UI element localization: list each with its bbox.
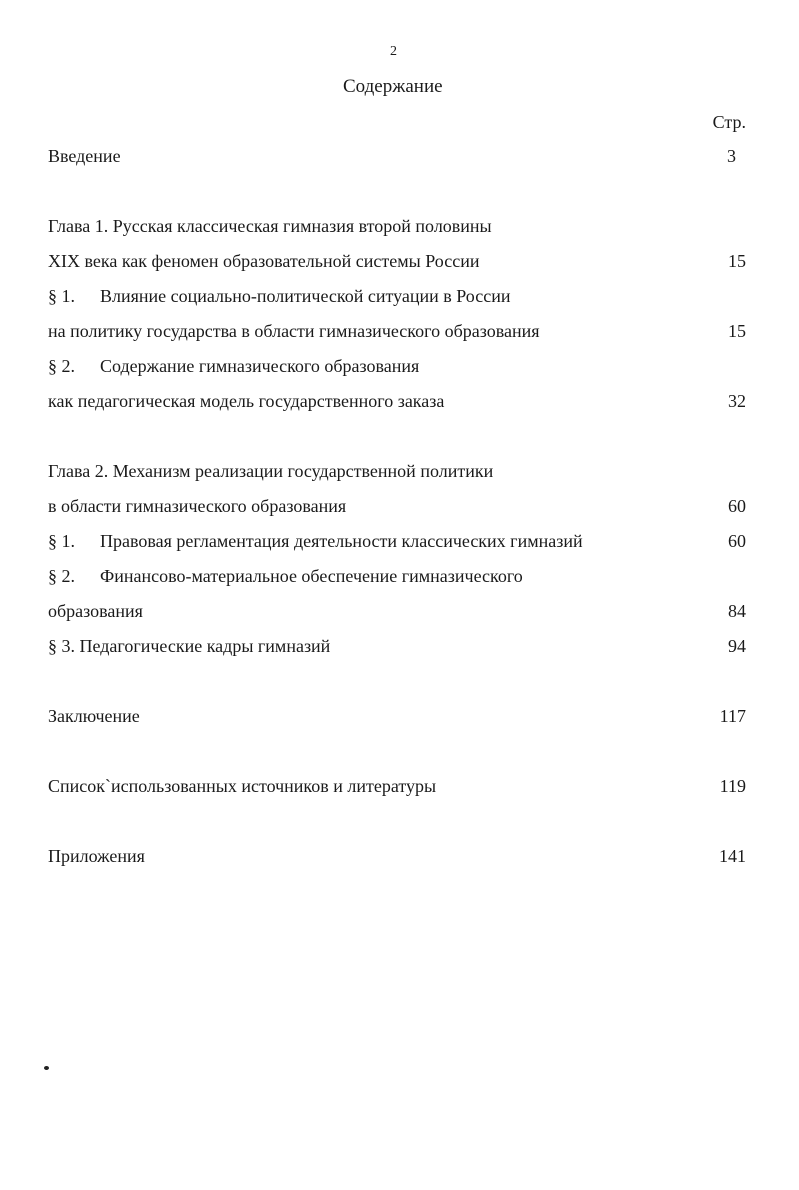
- section-title: Влияние социально-политической ситуации в России: [100, 286, 511, 306]
- toc-page-intro: 3: [727, 146, 736, 166]
- toc-page-chapter-2: 60: [728, 496, 746, 516]
- toc-section-2-3: § 3. Педагогические кадры гимназий: [48, 636, 331, 656]
- toc-section-2-2-line-2: образования: [48, 601, 143, 621]
- page-column-header: Стр.: [712, 112, 746, 132]
- toc-chapter-2-line-2: в области гимназического образования: [48, 496, 347, 516]
- toc-page-appendix: 141: [719, 846, 746, 866]
- section-marker: § 1.: [48, 286, 75, 306]
- toc-page-section-2-2: 84: [728, 601, 746, 621]
- section-marker: § 1.: [48, 531, 75, 551]
- toc-section-2-1: [48, 532, 583, 550]
- section-marker: § 2.: [48, 566, 75, 586]
- toc-entry-appendix: Приложения: [48, 846, 145, 866]
- toc-section-1-2-line-2: как педагогическая модель государственного заказа: [48, 391, 445, 411]
- toc-section-2-2-line-1: [48, 567, 523, 585]
- toc-chapter-1-line-2: XIX века как феномен образовательной системы России: [48, 251, 480, 271]
- page-title: Содержание: [343, 76, 443, 97]
- section-title: Содержание гимназического образования: [100, 356, 420, 376]
- toc-chapter-2-line-1: Глава 2. Механизм реализации государственной политики: [48, 461, 494, 481]
- toc-entry-conclusion: Заключение: [48, 706, 140, 726]
- toc-section-1-2-line-1: [48, 357, 419, 375]
- toc-section-1-1-line-1: [48, 287, 510, 305]
- toc-entry-sources: Список`использованных источников и литературы: [48, 776, 437, 796]
- toc-page-sources: 119: [719, 776, 746, 796]
- toc-page-section-1-1: 15: [728, 321, 746, 341]
- toc-page-section-2-1: 60: [728, 531, 746, 551]
- scan-speck: [44, 1066, 49, 1070]
- section-title: Финансово-материальное обеспечение гимназического: [100, 566, 523, 586]
- toc-page-conclusion: 117: [719, 706, 746, 726]
- toc-entry-intro: Введение: [48, 146, 121, 166]
- toc-page-chapter-1: 15: [728, 251, 746, 271]
- section-title: Правовая регламентация деятельности классических гимназий: [100, 531, 583, 551]
- page-number: 2: [390, 44, 397, 59]
- toc-chapter-1-line-1: Глава 1. Русская классическая гимназия второй половины: [48, 216, 492, 236]
- section-marker: § 2.: [48, 356, 75, 376]
- toc-page-section-1-2: 32: [728, 391, 746, 411]
- toc-section-1-1-line-2: на политику государства в области гимназического образования: [48, 321, 540, 341]
- toc-page-section-2-3: 94: [728, 636, 746, 656]
